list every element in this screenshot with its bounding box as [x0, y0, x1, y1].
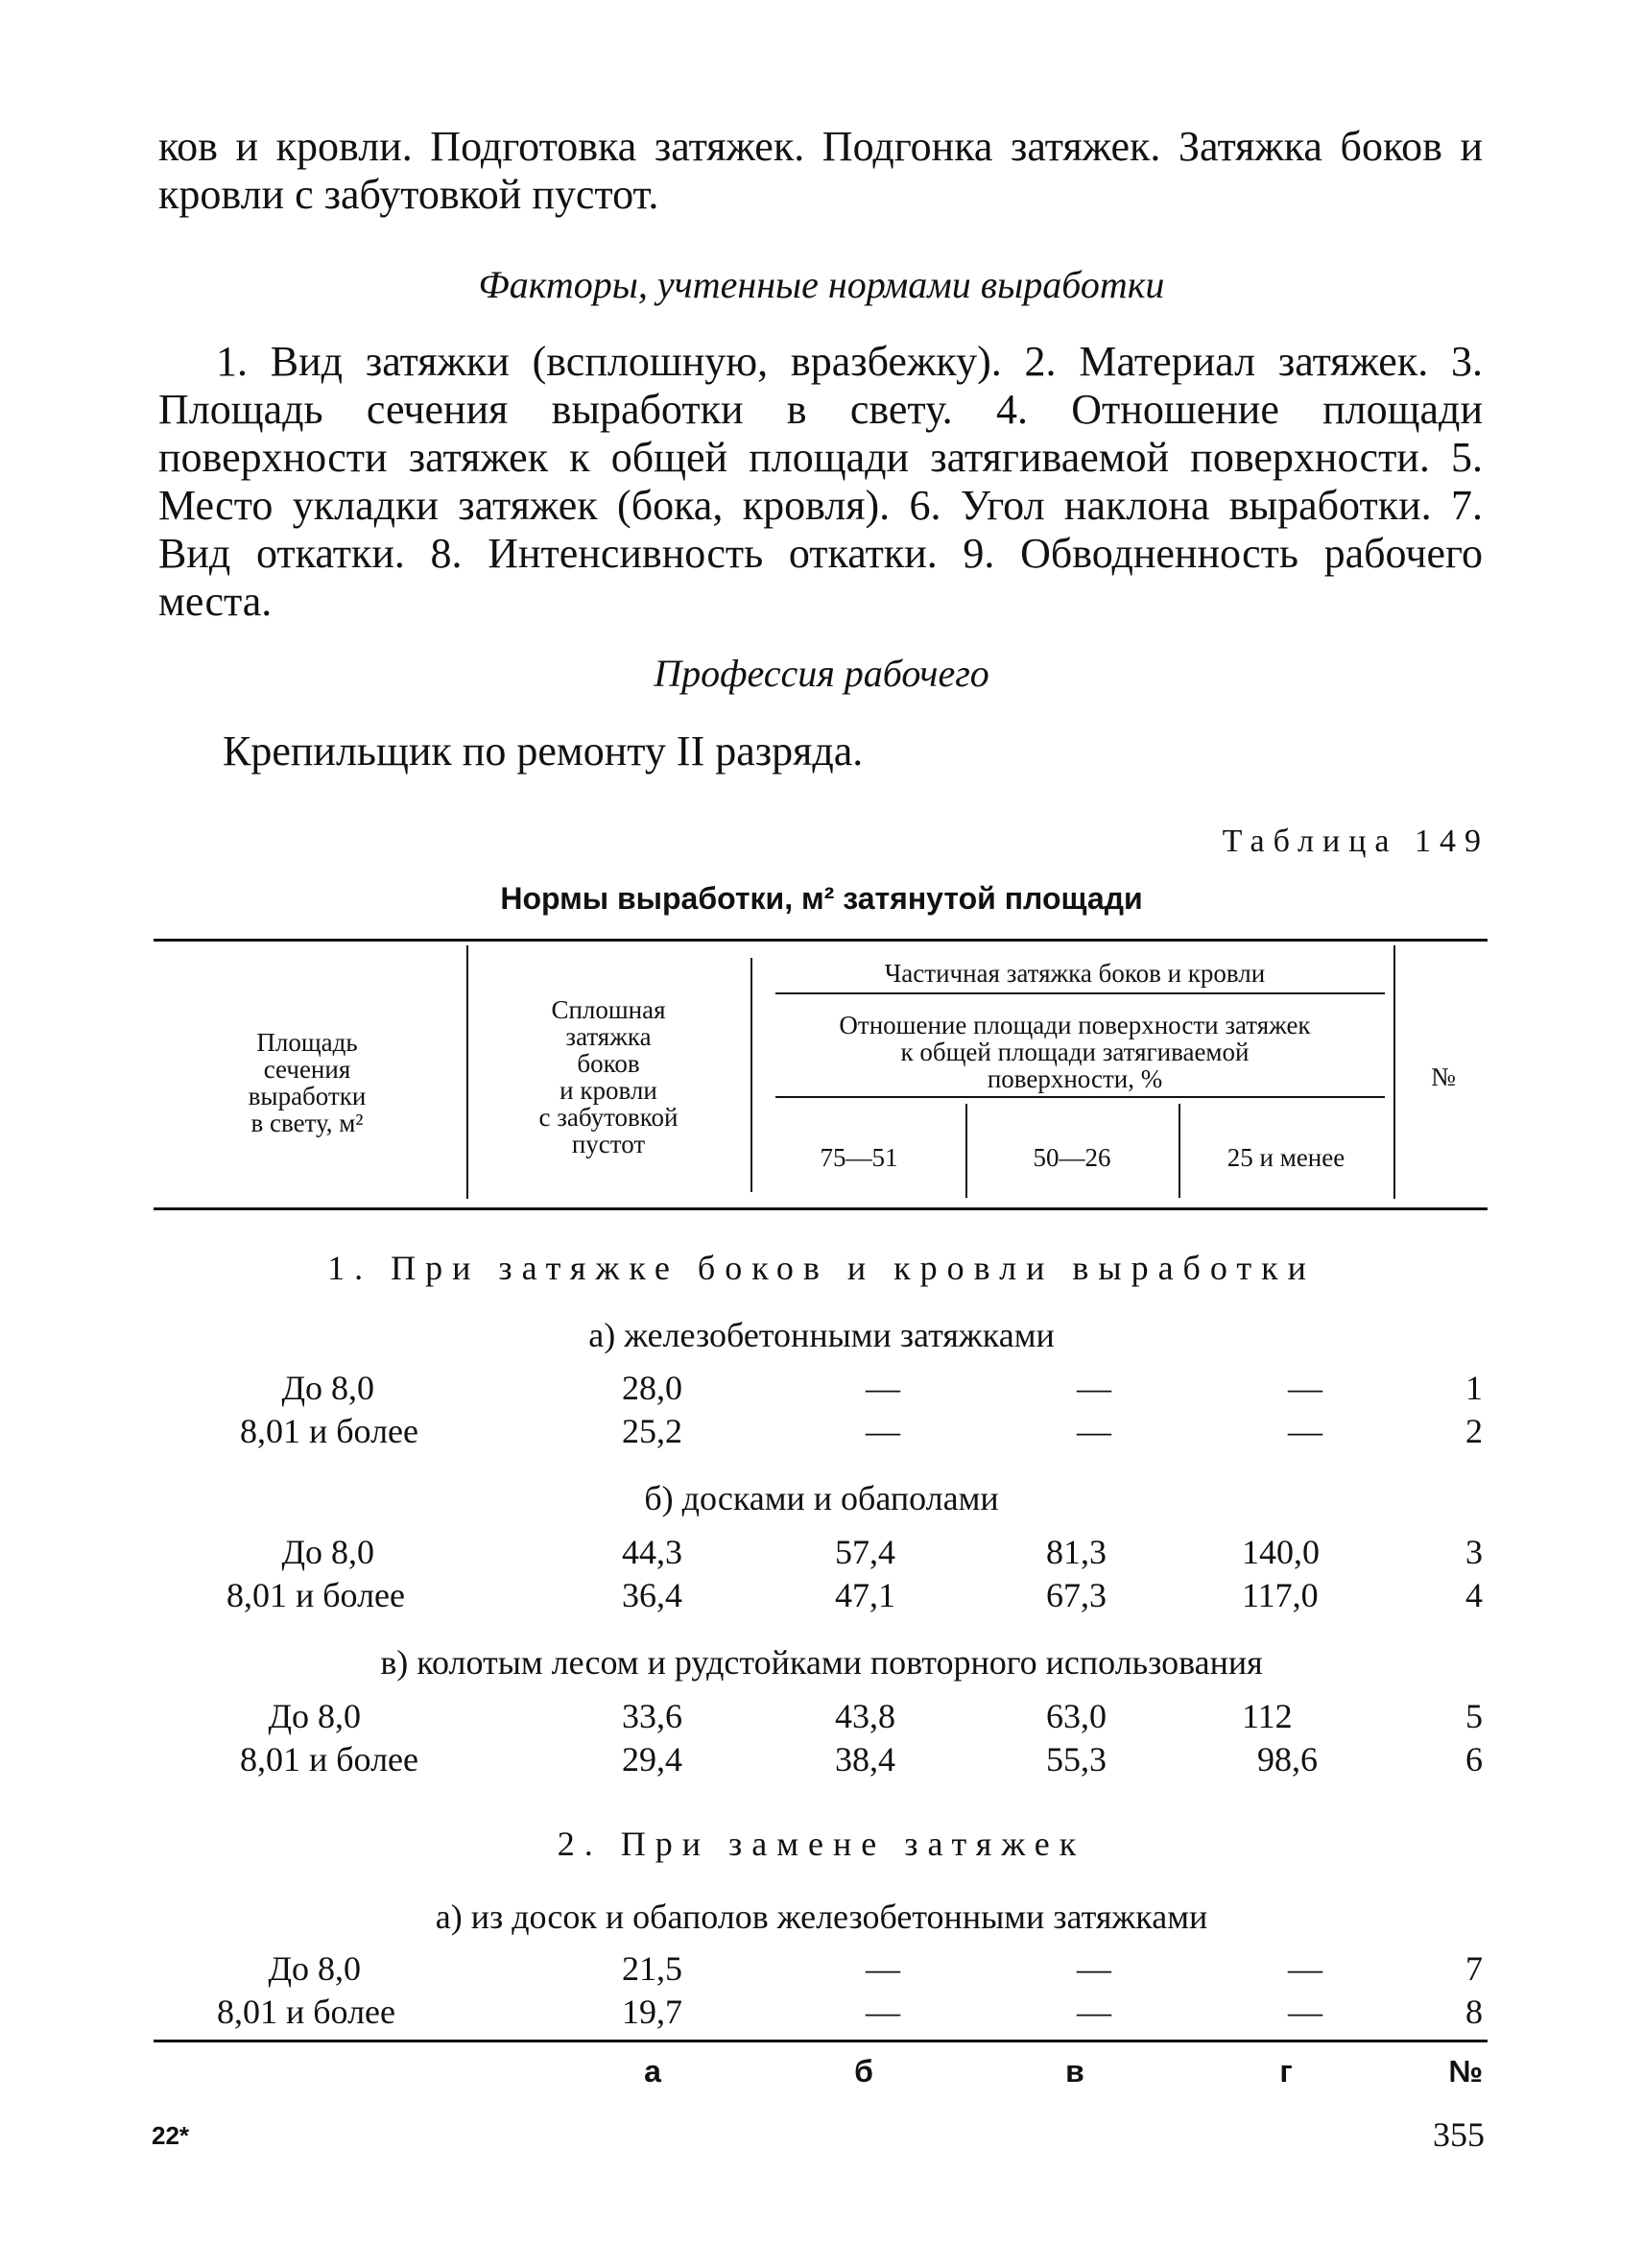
header-ratio: Отношение площади поверхности затяжек к общей площади затягиваемой поверхности, % [839, 1011, 1311, 1093]
section2-title: 2. При замене затяжек [557, 1825, 1086, 1863]
header-divider-2 [750, 958, 752, 1192]
section1a-title: а) железобетонными затяжками [588, 1316, 1055, 1354]
header-partial-group: Частичная затяжка боков и кровли [884, 959, 1266, 988]
section1-title: 1. При затяжке боков и кровли выработки [327, 1249, 1316, 1287]
header-area: Площадь сечения выработки в свету, м² [248, 1028, 367, 1137]
factors-heading: Факторы, учтенные нормами выработки [478, 263, 1165, 306]
header-divider-1 [466, 945, 468, 1199]
page-number: 355 [1433, 2115, 1485, 2154]
header-ratio-25-less: 25 и менее [1226, 1143, 1345, 1172]
signature-mark: 22* [152, 2121, 190, 2150]
header-ratio-75-51: 75—51 [820, 1143, 898, 1172]
profession-heading: Профессия рабочего [654, 652, 989, 695]
sub-divider-1 [965, 1104, 967, 1198]
table-label: Таблица 149 [1222, 824, 1489, 859]
group-underline [775, 992, 1385, 994]
profession-text: Крепильщик по ремонту II разряда. [223, 728, 864, 775]
section1c-title: в) колотым лесом и рудстойками повторного использования [380, 1643, 1263, 1682]
intro-paragraph: ков и кровли. Подготовка затяжек. Подгонка затяжек. Затяжка боков и кровли с забутовкой пустот. [158, 123, 1483, 218]
header-number: № [1431, 1062, 1456, 1091]
table-title: Нормы выработки, м² затянутой площади [500, 881, 1143, 916]
table-header-bottom-rule [154, 1207, 1488, 1210]
section2a-title: а) из досок и обаполов железобетонными затяжками [435, 1898, 1208, 1936]
section1b-title: б) досками и обаполами [644, 1479, 999, 1517]
table-bottom-rule [154, 2040, 1488, 2042]
sub-divider-2 [1179, 1104, 1180, 1198]
table-top-rule [154, 939, 1488, 942]
subgroup-underline [775, 1096, 1385, 1098]
header-ratio-50-26: 50—26 [1033, 1143, 1111, 1172]
document-page: ков и кровли. Подготовка затяжек. Подгонка затяжек. Затяжка боков и кровли с забутовкой пустот. Факторы, учтенные нормами выработки 1. Вид затяжки (всплошную, вразбежку). 2. Материал затяжек. 3. Площадь сечения выработки в свету. 4. Отношение площади поверхности затяжек к общей площади затягиваемой поверхности. 5. Место укладки затяжек (бока, кровля). 6. Угол наклона выработки. 7. Вид откатки. 8. Интенсивность откатки. 9. Обводненность рабочего места. Профессия рабочего Крепильщик по ремонту II разряда. Таблица 149 Нормы выработки, м² затянутой площади Площадь сечения выработки в свету, м² Сплошная затяжка боков и кровли с забутовкой пустот Частичная затяжка боков и кровли Отношение площади поверхности затяжек к общей площади затягиваемой поверхности, % 75—51 50—26 25 и менее № 1. При затяжке боков и кровли выработки а) железобетонными затяжками До 8,0 28,0 — — — 1 8,01 и более 25,2 — — — 2 б) досками и обаполами До 8,0 44,3 57,4 81,3 140,0 3 8,01 и более 36,4 47,1 67,3 117,0 4 в) колотым лесом и рудстойками повторного использования До 8,0 33,6 43,8 63,0 112 5 8,01 и более 29,4 38,4 55,3 98,6 6 2. При замене затяжек а) из досок и обаполов железобетонными затяжками До 8,0 21,5 — — — 7 8,01 и более 19,7 — — — 8 а б в г № 22* 355 [0, 0, 1643, 2268]
header-divider-3 [1393, 945, 1395, 1199]
header-solid: Сплошная затяжка боков и кровли с забутовкой пустот [538, 995, 679, 1158]
factors-paragraph: 1. Вид затяжки (всплошную, вразбежку). 2. Материал затяжек. 3. Площадь сечения выработки в свету. 4. Отношение площади поверхности затяжек к общей площади затягиваемой поверхности. 5. Место укладки затяжек (бока, кровля). 6. Угол наклона выработки. 7. Вид откатки. 8. Интенсивность откатки. 9. Обводненность рабочего места. [158, 338, 1483, 625]
